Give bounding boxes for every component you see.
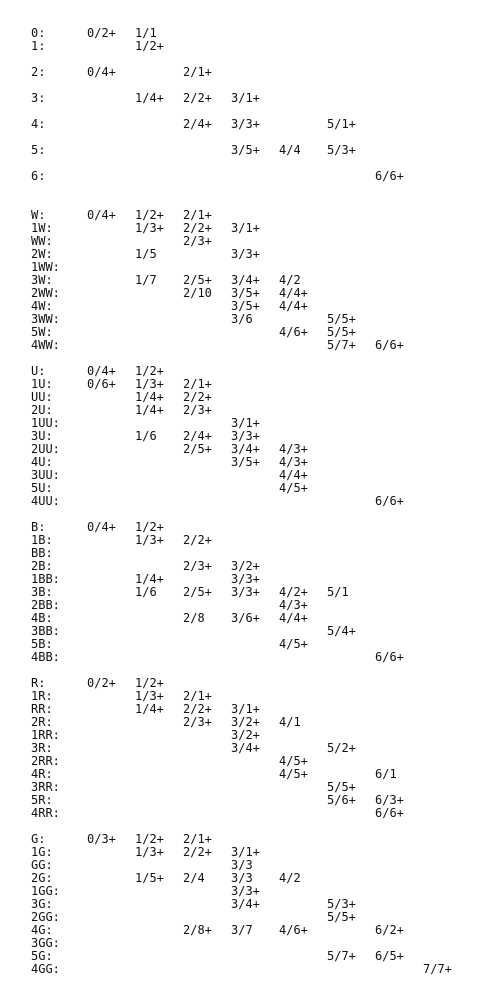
row-label: 2R: <box>31 715 53 729</box>
ratio-cell: 2/2+ <box>183 91 212 105</box>
row-label: 3RR: <box>31 780 60 794</box>
ratio-cell: 4/2 <box>279 273 301 287</box>
ratio-cell: 1/2+ <box>135 208 164 222</box>
ratio-cell: 3/3+ <box>231 585 260 599</box>
ratio-cell: 3/6+ <box>231 611 260 625</box>
row-label: 1R: <box>31 689 53 703</box>
ratio-cell: 5/3+ <box>327 143 356 157</box>
ratio-cell: 3/5+ <box>231 143 260 157</box>
ratio-cell: 4/4+ <box>279 286 308 300</box>
row-label: 3W: <box>31 273 53 287</box>
row-label: GG: <box>31 858 53 872</box>
ratio-cell: 0/6+ <box>87 377 116 391</box>
row-label: 5: <box>31 143 46 157</box>
row-label: G: <box>31 832 46 846</box>
row-label: 3B: <box>31 585 53 599</box>
ratio-cell: 2/2+ <box>183 845 212 859</box>
ratio-cell: 6/6+ <box>375 169 404 183</box>
row-label: 4WW: <box>31 338 60 352</box>
ratio-cell: 4/5+ <box>279 481 308 495</box>
row-label: 4UU: <box>31 494 60 508</box>
ratio-cell: 5/1 <box>327 585 349 599</box>
row-label: 2: <box>31 65 46 79</box>
row-label: 4GG: <box>31 962 60 976</box>
row-label: 5R: <box>31 793 53 807</box>
ratio-cell: 0/4+ <box>87 208 116 222</box>
ratio-cell: 4/3+ <box>279 442 308 456</box>
ratio-cell: 1/4+ <box>135 702 164 716</box>
ratio-cell: 2/1+ <box>183 377 212 391</box>
ratio-cell: 3/1+ <box>231 221 260 235</box>
row-label: RR: <box>31 702 53 716</box>
ratio-cell: 3/4+ <box>231 273 260 287</box>
ratio-cell: 4/5+ <box>279 754 308 768</box>
ratio-cell: 7/7+ <box>423 962 452 976</box>
ratio-cell: 1/3+ <box>135 689 164 703</box>
ratio-cell: 2/4+ <box>183 429 212 443</box>
ratio-cell: 3/2+ <box>231 715 260 729</box>
row-label: 2G: <box>31 871 53 885</box>
row-label: 3G: <box>31 897 53 911</box>
ratio-cell: 3/1+ <box>231 416 260 430</box>
ratio-cell: 6/6+ <box>375 650 404 664</box>
ratio-cell: 6/6+ <box>375 338 404 352</box>
row-label: B: <box>31 520 46 534</box>
ratio-cell: 1/3+ <box>135 377 164 391</box>
ratio-cell: 4/2+ <box>279 585 308 599</box>
row-label: 5W: <box>31 325 53 339</box>
ratio-cell: 1/4+ <box>135 91 164 105</box>
ratio-cell: 5/4+ <box>327 624 356 638</box>
row-label: 2U: <box>31 403 53 417</box>
ratio-cell: 4/4+ <box>279 468 308 482</box>
ratio-cell: 3/3+ <box>231 884 260 898</box>
ratio-cell: 3/3+ <box>231 572 260 586</box>
ratio-cell: 6/6+ <box>375 494 404 508</box>
ratio-cell: 1/5+ <box>135 871 164 885</box>
ratio-cell: 2/2+ <box>183 533 212 547</box>
row-label: 3R: <box>31 741 53 755</box>
row-label: 4: <box>31 117 46 131</box>
row-label: WW: <box>31 234 53 248</box>
ratio-cell: 4/1 <box>279 715 301 729</box>
ratio-cell: 1/2+ <box>135 364 164 378</box>
row-label: 1U: <box>31 377 53 391</box>
row-label: 2UU: <box>31 442 60 456</box>
ratio-cell: 6/3+ <box>375 793 404 807</box>
ratio-cell: 6/6+ <box>375 806 404 820</box>
row-label: 3WW: <box>31 312 60 326</box>
ratio-cell: 4/4+ <box>279 299 308 313</box>
ratio-cell: 2/5+ <box>183 273 212 287</box>
ratio-cell: 3/3 <box>231 871 253 885</box>
row-label: 4BB: <box>31 650 60 664</box>
ratio-cell: 3/4+ <box>231 897 260 911</box>
ratio-cell: 1/7 <box>135 273 157 287</box>
ratio-cell: 4/6+ <box>279 923 308 937</box>
ratio-cell: 6/5+ <box>375 949 404 963</box>
ratio-cell: 5/7+ <box>327 338 356 352</box>
row-label: 1WW: <box>31 260 60 274</box>
row-label: 2GG: <box>31 910 60 924</box>
row-label: 1: <box>31 39 46 53</box>
ratio-cell: 1/4+ <box>135 403 164 417</box>
ratio-cell: 2/2+ <box>183 390 212 404</box>
row-label: R: <box>31 676 46 690</box>
ratio-cell: 5/2+ <box>327 741 356 755</box>
ratio-cell: 2/2+ <box>183 702 212 716</box>
ratio-cell: 4/4 <box>279 143 301 157</box>
ratio-cell: 1/2+ <box>135 676 164 690</box>
ratio-cell: 2/4 <box>183 871 205 885</box>
row-label: 2W: <box>31 247 53 261</box>
ratio-cell: 5/1+ <box>327 117 356 131</box>
ratio-cell: 0/3+ <box>87 832 116 846</box>
ratio-cell: 2/5+ <box>183 585 212 599</box>
row-label: BB: <box>31 546 53 560</box>
ratio-cell: 4/2 <box>279 871 301 885</box>
row-label: 2RR: <box>31 754 60 768</box>
ratio-cell: 2/10 <box>183 286 212 300</box>
ratio-cell: 1/4+ <box>135 390 164 404</box>
ratio-cell: 2/3+ <box>183 403 212 417</box>
row-label: 4G: <box>31 923 53 937</box>
row-label: 1B: <box>31 533 53 547</box>
ratio-cell: 1/3+ <box>135 533 164 547</box>
row-label: UU: <box>31 390 53 404</box>
row-label: 0: <box>31 26 46 40</box>
ratio-cell: 1/6 <box>135 429 157 443</box>
ratio-cell: 4/6+ <box>279 325 308 339</box>
ratio-cell: 3/5+ <box>231 455 260 469</box>
row-label: 3GG: <box>31 936 60 950</box>
row-label: 1RR: <box>31 728 60 742</box>
ratio-cell: 3/4+ <box>231 741 260 755</box>
ratio-cell: 1/4+ <box>135 572 164 586</box>
row-label: 5G: <box>31 949 53 963</box>
ratio-cell: 2/3+ <box>183 234 212 248</box>
ratio-cell: 2/1+ <box>183 689 212 703</box>
ratio-cell: 3/3+ <box>231 247 260 261</box>
ratio-cell: 5/7+ <box>327 949 356 963</box>
ratio-cell: 2/3+ <box>183 559 212 573</box>
ratio-cell: 3/2+ <box>231 559 260 573</box>
row-label: 2B: <box>31 559 53 573</box>
ratio-cell: 5/5+ <box>327 325 356 339</box>
ratio-cell: 5/5+ <box>327 312 356 326</box>
ratio-cell: 3/5+ <box>231 286 260 300</box>
ratio-cell: 2/2+ <box>183 221 212 235</box>
ratio-cell: 2/1+ <box>183 208 212 222</box>
ratio-cell: 3/1+ <box>231 845 260 859</box>
row-label: 2BB: <box>31 598 60 612</box>
ratio-cell: 5/6+ <box>327 793 356 807</box>
row-label: 5U: <box>31 481 53 495</box>
ratio-cell: 1/2+ <box>135 39 164 53</box>
ratio-cell: 5/3+ <box>327 897 356 911</box>
row-label: 3BB: <box>31 624 60 638</box>
ratio-cell: 3/4+ <box>231 442 260 456</box>
row-label: 1GG: <box>31 884 60 898</box>
ratio-cell: 1/5 <box>135 247 157 261</box>
ratio-cell: 3/6 <box>231 312 253 326</box>
ratio-cell: 3/1+ <box>231 91 260 105</box>
ratio-cell: 4/3+ <box>279 598 308 612</box>
ratio-cell: 4/3+ <box>279 455 308 469</box>
ratio-cell: 3/1+ <box>231 702 260 716</box>
row-label: 1G: <box>31 845 53 859</box>
ratio-cell: 5/5+ <box>327 910 356 924</box>
ratio-cell: 2/1+ <box>183 65 212 79</box>
row-label: 2WW: <box>31 286 60 300</box>
row-label: 4W: <box>31 299 53 313</box>
ratio-cell: 1/2+ <box>135 520 164 534</box>
ratio-cell: 1/3+ <box>135 221 164 235</box>
row-label: 4RR: <box>31 806 60 820</box>
row-label: 3UU: <box>31 468 60 482</box>
ratio-cell: 3/3 <box>231 858 253 872</box>
row-label: 5B: <box>31 637 53 651</box>
ratio-cell: 4/4+ <box>279 611 308 625</box>
ratio-cell: 0/2+ <box>87 676 116 690</box>
row-label: 1BB: <box>31 572 60 586</box>
ratio-cell: 1/2+ <box>135 832 164 846</box>
row-label: 4B: <box>31 611 53 625</box>
ratio-cell: 3/5+ <box>231 299 260 313</box>
row-label: 1W: <box>31 221 53 235</box>
ratio-cell: 1/1 <box>135 26 157 40</box>
row-label: 1UU: <box>31 416 60 430</box>
ratio-cell: 5/5+ <box>327 780 356 794</box>
ratio-cell: 0/4+ <box>87 364 116 378</box>
ratio-cell: 4/5+ <box>279 767 308 781</box>
row-label: 3: <box>31 91 46 105</box>
ratio-cell: 3/3+ <box>231 117 260 131</box>
ratio-cell: 2/5+ <box>183 442 212 456</box>
row-label: 4U: <box>31 455 53 469</box>
ratio-cell: 6/2+ <box>375 923 404 937</box>
ratio-cell: 2/8 <box>183 611 205 625</box>
ratio-cell: 6/1 <box>375 767 397 781</box>
ratio-cell: 2/1+ <box>183 832 212 846</box>
ratio-cell: 1/6 <box>135 585 157 599</box>
row-label: W: <box>31 208 46 222</box>
ratio-cell: 2/3+ <box>183 715 212 729</box>
ratio-cell: 3/3+ <box>231 429 260 443</box>
row-label: 4R: <box>31 767 53 781</box>
ratio-cell: 3/7 <box>231 923 253 937</box>
ratio-cell: 1/3+ <box>135 845 164 859</box>
row-label: 3U: <box>31 429 53 443</box>
ratio-cell: 2/4+ <box>183 117 212 131</box>
ratio-cell: 0/4+ <box>87 65 116 79</box>
ratio-cell: 0/2+ <box>87 26 116 40</box>
ratio-cell: 2/8+ <box>183 923 212 937</box>
row-label: 6: <box>31 169 46 183</box>
ratio-cell: 0/4+ <box>87 520 116 534</box>
row-label: U: <box>31 364 46 378</box>
ratio-cell: 3/2+ <box>231 728 260 742</box>
ratio-cell: 4/5+ <box>279 637 308 651</box>
